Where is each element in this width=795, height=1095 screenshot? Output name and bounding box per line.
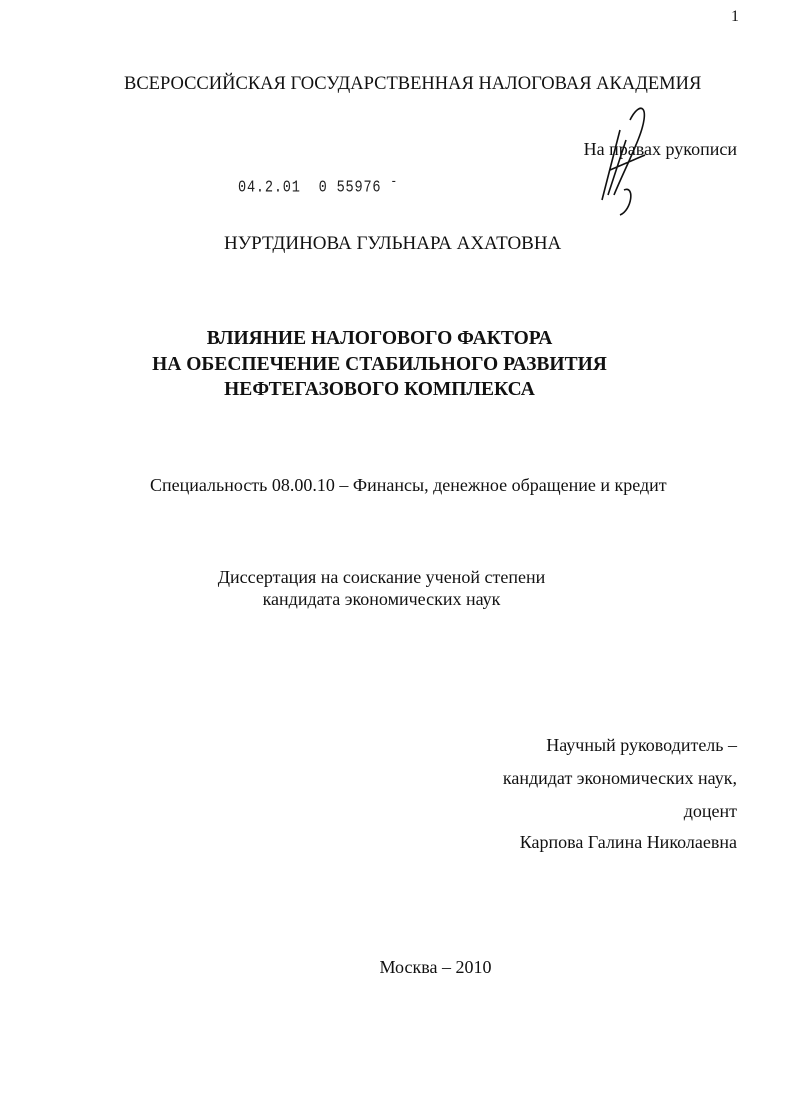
supervisor-name: Карпова Галина Николаевна [519,832,737,852]
title-line-2: НА ОБЕСПЕЧЕНИЕ СТАБИЛЬНОГО РАЗВИТИЯ [152,354,607,375]
stamp-date: 04.2.01 [238,178,301,198]
institution: ВСЕРОССИЙСКАЯ ГОСУДАРСТВЕННАЯ НАЛОГОВАЯ АКАДЕМИЯ [124,74,702,94]
title-line-1: ВЛИЯНИЕ НАЛОГОВОГО ФАКТОРА [206,328,553,349]
page-number: 1 [731,8,739,25]
registration-stamp: 04.2.01 0 55976 - [238,174,398,198]
degree-line-2: кандидата экономических наук [262,589,501,609]
signature [590,100,660,220]
specialty: Специальность 08.00.10 – Финансы, денежное обращение и кредит [150,475,667,495]
supervisor-role: Научный руководитель – [546,735,737,755]
supervisor-degree: кандидат экономических наук, [502,768,737,788]
supervisor-title: доцент [683,801,737,821]
degree-line-1: Диссертация на соискание ученой степени [217,567,546,587]
title-line-3: НЕФТЕГАЗОВОГО КОМПЛЕКСА [224,379,535,400]
author-name: НУРТДИНОВА ГУЛЬНАРА АХАТОВНА [224,233,562,254]
manuscript-note: На правах рукописи [583,139,737,159]
stamp-number: 0 55976 [318,178,382,198]
place-year: Москва – 2010 [379,957,492,977]
